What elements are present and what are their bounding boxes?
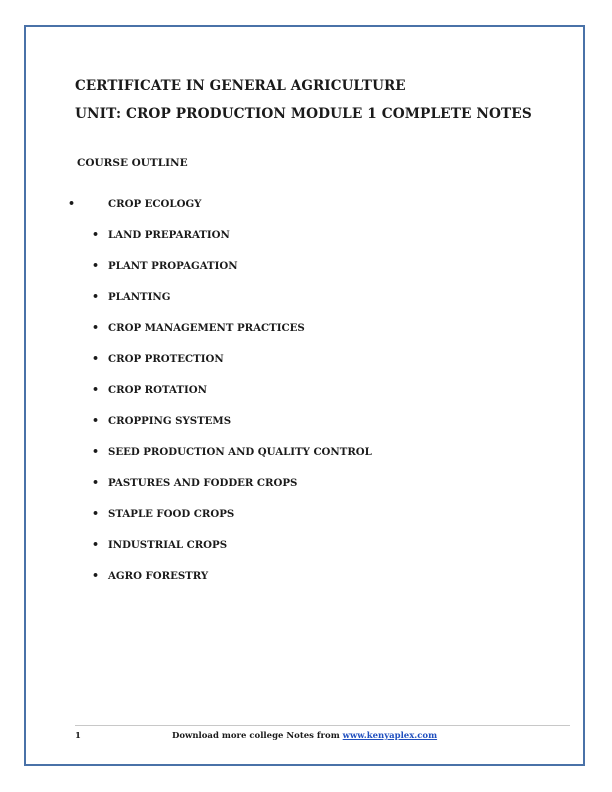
document-title: CERTIFICATE IN GENERAL AGRICULTURE bbox=[75, 78, 406, 94]
topic-label: PLANT PROPAGATION bbox=[108, 260, 238, 272]
footer-text: Download more college Notes from bbox=[172, 731, 343, 741]
topic-item bbox=[92, 476, 298, 489]
bullet-icon: • bbox=[92, 383, 100, 396]
topic-item bbox=[92, 445, 372, 458]
topic-label: STAPLE FOOD CROPS bbox=[108, 508, 235, 520]
topic-item bbox=[92, 321, 305, 334]
topic-label: SEED PRODUCTION AND QUALITY CONTROL bbox=[108, 446, 372, 458]
topic-label: CROP ECOLOGY bbox=[108, 198, 202, 210]
topic-label: LAND PREPARATION bbox=[108, 229, 230, 241]
topic-label: PASTURES AND FODDER CROPS bbox=[108, 477, 298, 489]
bullet-icon: • bbox=[92, 259, 100, 272]
topic-label: CROP ROTATION bbox=[108, 384, 207, 396]
bullet-icon: • bbox=[92, 476, 100, 489]
footer-link[interactable]: www.kenyaplex.com bbox=[342, 731, 438, 741]
bullet-icon: • bbox=[68, 197, 76, 210]
topic-item bbox=[92, 259, 238, 272]
topic-item bbox=[92, 383, 207, 396]
bullet-icon: • bbox=[92, 352, 100, 365]
bullet-icon: • bbox=[92, 290, 100, 303]
bullet-icon: • bbox=[92, 321, 100, 334]
topic-label: CROPPING SYSTEMS bbox=[108, 415, 232, 427]
topic-item bbox=[92, 290, 171, 303]
bullet-icon: • bbox=[92, 569, 100, 582]
course-outline-heading: COURSE OUTLINE bbox=[77, 157, 188, 169]
topic-item bbox=[92, 228, 230, 241]
bullet-icon: • bbox=[92, 414, 100, 427]
topic-item bbox=[68, 197, 202, 210]
topic-label: CROP PROTECTION bbox=[108, 353, 224, 365]
topic-item bbox=[92, 569, 209, 582]
topic-item bbox=[92, 414, 232, 427]
unit-title: UNIT: CROP PRODUCTION MODULE 1 COMPLETE NOTES bbox=[75, 106, 532, 122]
topic-label: PLANTING bbox=[108, 291, 171, 303]
topic-label: CROP MANAGEMENT PRACTICES bbox=[108, 322, 305, 334]
footer-divider bbox=[75, 725, 570, 726]
topic-label: INDUSTRIAL CROPS bbox=[108, 539, 228, 551]
bullet-icon: • bbox=[92, 228, 100, 241]
footer-note bbox=[172, 731, 437, 741]
bullet-icon: • bbox=[92, 445, 100, 458]
topic-item bbox=[92, 507, 235, 520]
bullet-icon: • bbox=[92, 538, 100, 551]
topic-item bbox=[92, 538, 228, 551]
topic-item bbox=[92, 352, 224, 365]
topic-label: AGRO FORESTRY bbox=[108, 570, 209, 582]
page-number: 1 bbox=[75, 731, 81, 741]
bullet-icon: • bbox=[92, 507, 100, 520]
